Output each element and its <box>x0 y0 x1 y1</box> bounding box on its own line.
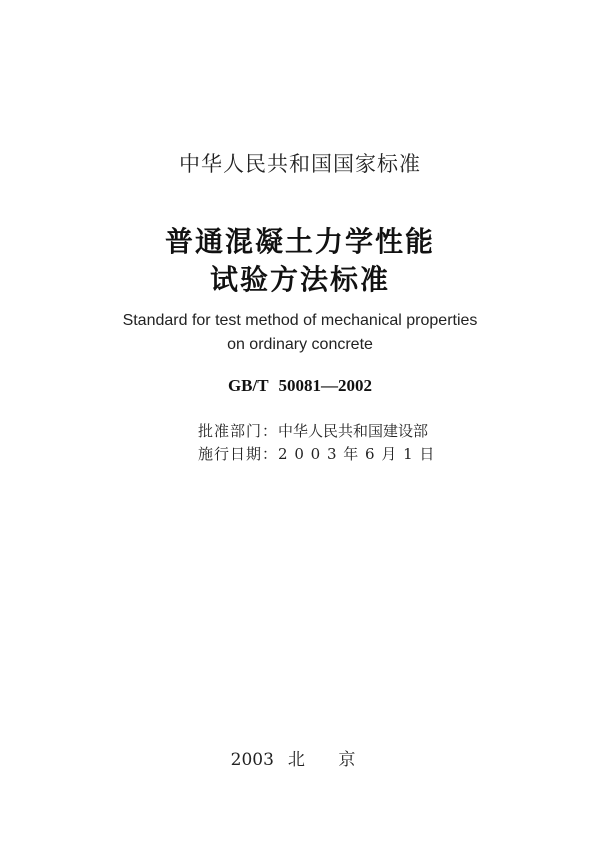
document-title-line-2: 试验方法标准 <box>209 263 390 296</box>
national-standard-heading: 中华人民共和国国家标准 <box>179 152 421 176</box>
english-title-line-1: Standard for test method of mechanical properties <box>122 312 478 329</box>
approval-department <box>198 420 428 441</box>
effective-value: 2 0 0 3 年 6 月 1 日 <box>278 445 436 463</box>
approval-label: 批准部门： <box>198 422 279 440</box>
effective-date <box>198 443 435 464</box>
effective-label: 施行日期： <box>198 445 279 463</box>
publication-footer <box>0 745 600 770</box>
document-title-line-1: 普通混凝土力学性能 <box>164 225 435 258</box>
english-title-line-2: on ordinary concrete <box>227 336 373 353</box>
publication-year: 2003 <box>230 750 274 770</box>
publication-city: 北 京 <box>287 750 370 770</box>
standard-code: GB/T 50081—2002 <box>227 376 373 395</box>
approval-value: 中华人民共和国建设部 <box>278 422 429 440</box>
